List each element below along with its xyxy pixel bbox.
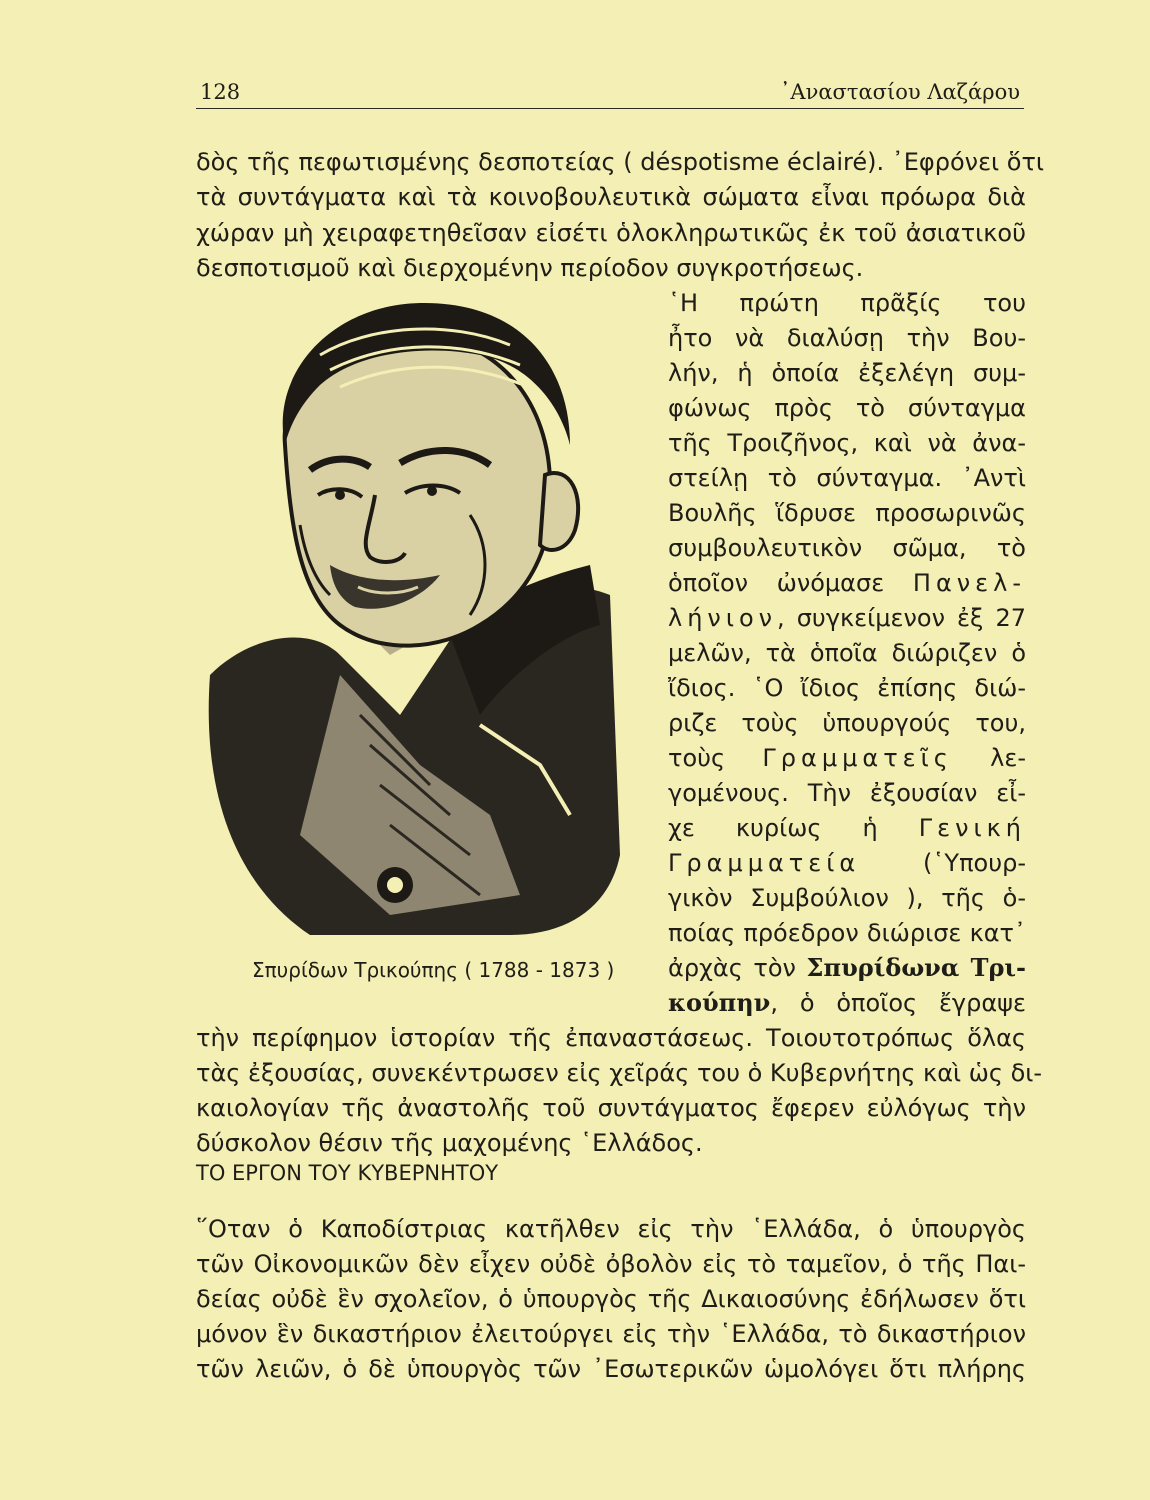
text-line: ποίας πρόεδρον διώρισε κατ᾽ <box>668 919 1026 947</box>
text-line: τὴν περίφημον ἱστορίαν τῆς ἐπαναστάσεως. Τοιουτοτρόπως ὅλας <box>196 1024 1026 1052</box>
term-grammateia: Γραμματεία <box>668 849 861 877</box>
section-heading: ΤΟ ΕΡΓΟΝ ΤΟΥ ΚΥΒΕΡΝΗΤΟΥ <box>196 1161 499 1185</box>
text-line: τῶν λειῶν, ὁ δὲ ὑπουργὸς τῶν ᾽Εσωτερικῶν ὡμολόγει ὅτι πλήρης <box>196 1355 1026 1383</box>
text-line: στείλῃ τὸ σύνταγμα. ᾽Αντὶ <box>668 464 1026 492</box>
text-line: λήνιον, συγκείμενον ἐξ 27 <box>668 604 1026 632</box>
term-panellinion-part2: λήνιον <box>668 604 778 632</box>
text-line: τῆς Τροιζῆνος, καὶ νὰ ἀνα- <box>668 429 1026 457</box>
text-line: καιολογίαν τῆς ἀναστολῆς τοῦ συντάγματος ἔφερεν εὐλόγως τὴν <box>196 1094 1026 1122</box>
text-line: ἀρχὰς τὸν Σπυρίδωνα Τρι- <box>668 953 1026 982</box>
text-line: ῾Η πρώτη πρᾶξίς του <box>668 289 1026 317</box>
text-line: μόνον ἓν δικαστήριον ἐλειτούργει εἰς τὴν ῾Ελλάδα, τὸ δικαστήριον <box>196 1320 1026 1348</box>
text-line: Γραμματεία (῾Υπουρ- <box>668 849 1026 877</box>
text-line: γομένους. Τὴν ἐξουσίαν εἶ- <box>668 779 1026 807</box>
text-line: μελῶν, τὰ ὁποῖα διώριζεν ὁ <box>668 639 1026 667</box>
text-line: δὸς τῆς πεφωτισμένης δεσποτείας ( déspotisme éclairé). ᾽Εφρόνει ὅτι <box>196 148 1045 176</box>
portrait-caption: Σπυρίδων Τρικούπης ( 1788 - 1873 ) <box>252 958 615 982</box>
text-line: τῶν Οἰκονομικῶν δὲν εἶχεν οὐδὲ ὀβολὸν εἰς τὸ ταμεῖον, ὁ τῆς Παι- <box>196 1250 1026 1278</box>
text-line: δεσποτισμοῦ καὶ διερχομένην περίοδον συγκροτήσεως. <box>196 254 864 282</box>
text-line: ἴδιος. ῾Ο ἴδιος ἐπίσης διώ- <box>668 674 1026 702</box>
text-line: τὰ συντάγματα καὶ τὰ κοινοβουλευτικὰ σώματα εἶναι πρόωρα διὰ <box>196 183 1026 211</box>
person-name-part1: Σπυρίδωνα Τρι- <box>806 953 1026 982</box>
text-line: λήν, ἡ ὁποία ἐξελέγη συμ- <box>668 359 1026 387</box>
text-line: ῞Οταν ὁ Καποδίστριας κατῆλθεν εἰς τὴν ῾Ελλάδα, ὁ ὑπουργὸς <box>196 1215 1026 1243</box>
text-line: χώραν μὴ χειραφετηθεῖσαν εἰσέτι ὁλοκληρωτικῶς ἐκ τοῦ ἀσιατικοῦ <box>196 219 1026 247</box>
running-head-author: ᾽Αναστασίου Λαζάρου <box>779 80 1020 104</box>
text-line: δείας οὐδὲ ἓν σχολεῖον, ὁ ὑπουργὸς τῆς Δικαιοσύνης ἐδήλωσεν ὅτι <box>196 1285 1026 1313</box>
text-line: χε κυρίως ἡ Γενική <box>668 814 1026 842</box>
text-line: ριζε τοὺς ὑπουργούς του, <box>668 709 1026 737</box>
term-geniki: Γενική <box>918 814 1026 842</box>
text-line: δύσκολον θέσιν τῆς μαχομένης ῾Ελλάδος. <box>196 1129 703 1157</box>
person-name-part2: κούπην <box>668 988 771 1017</box>
portrait-illustration <box>190 295 630 945</box>
text-line: φώνως πρὸς τὸ σύνταγμα <box>668 394 1026 422</box>
text-line: ὁποῖον ὠνόμασε Πανελ- <box>668 569 1026 597</box>
text-line: συμβουλευτικὸν σῶμα, τὸ <box>668 534 1026 562</box>
text-line: κούπην, ὁ ὁποῖος ἔγραψε <box>668 988 1026 1017</box>
running-header <box>196 76 1024 109</box>
text-line: γικὸν Συμβούλιον ), τῆς ὁ- <box>668 884 1026 912</box>
text-line: τὰς ἐξουσίας, συνεκέντρωσεν εἰς χεῖράς του ὁ Κυβερνήτης καὶ ὡς δι- <box>196 1059 1043 1087</box>
term-panellinion-part1: Πανελ- <box>912 569 1026 597</box>
text-line: τοὺς Γραμματεῖς λε- <box>668 744 1026 772</box>
page-number: 128 <box>200 80 241 104</box>
text-line: Βουλῆς ἵδρυσε προσωρινῶς <box>668 499 1026 527</box>
text-line: ἦτο νὰ διαλύσῃ τὴν Βου- <box>668 324 1026 352</box>
term-grammateis: Γραμματεῖς <box>762 744 953 772</box>
